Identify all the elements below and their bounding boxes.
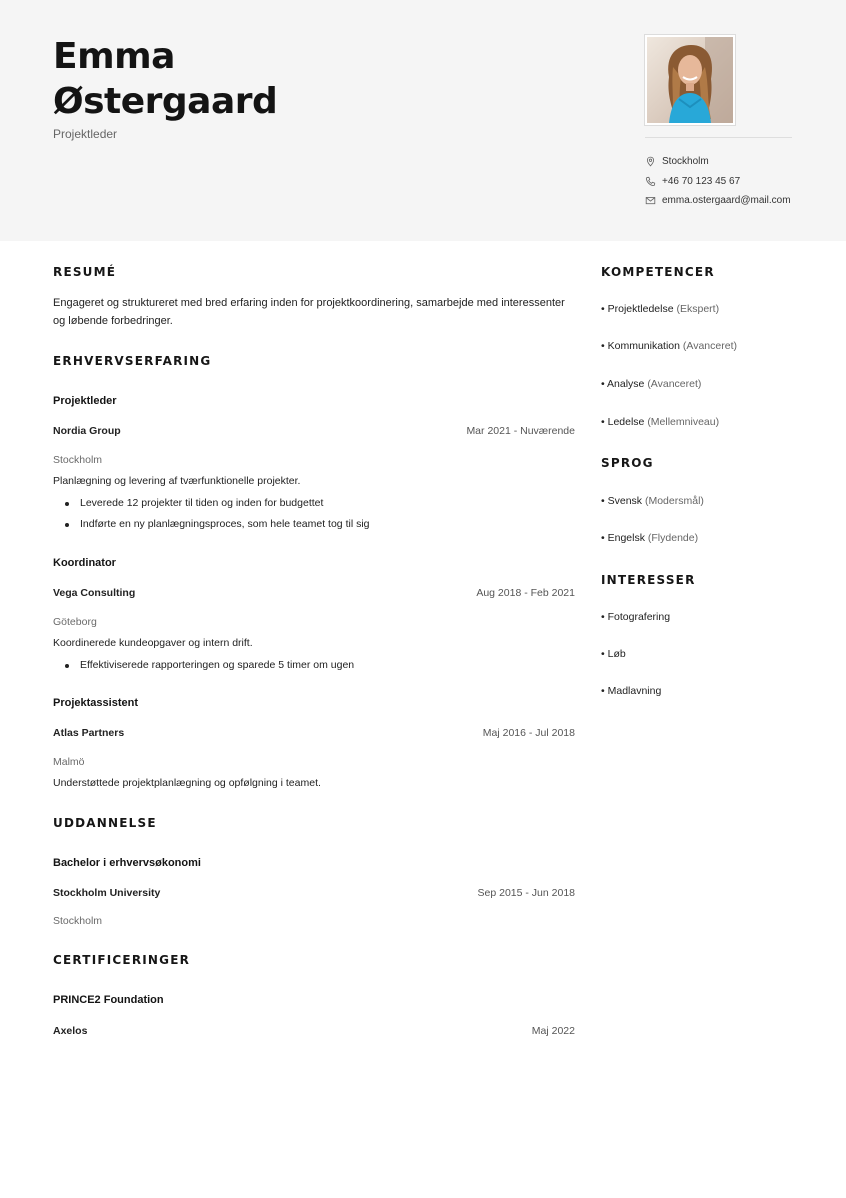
job-title: Projektleder xyxy=(53,395,117,407)
summary-text: Engageret og struktureret med bred erfaring inden for projektkoordinering, samarbejde med interessenter og løbende forbedringer. xyxy=(53,297,565,327)
contact-email xyxy=(645,191,791,211)
interest-name: Løb xyxy=(607,648,626,660)
skill-level: (Avanceret) xyxy=(647,378,702,390)
language-level: (Flydende) xyxy=(647,532,699,544)
mail-icon xyxy=(645,195,656,206)
location-pin-icon xyxy=(645,156,656,167)
first-name: Emma xyxy=(53,36,175,77)
bullet: • xyxy=(601,532,605,544)
languages-heading: SPROG xyxy=(601,456,654,470)
phone-icon xyxy=(645,176,656,187)
job-company: Nordia Group xyxy=(53,425,121,437)
contact-phone xyxy=(645,172,791,192)
summary-heading: RESUMÉ xyxy=(53,265,117,279)
certification-date: Maj 2022 xyxy=(531,1025,575,1037)
bullet: • xyxy=(601,495,605,507)
profile-photo-image xyxy=(647,37,733,123)
job-description: Understøttede projektplanlægning og opfølgning i teamet. xyxy=(53,777,321,789)
experience-heading: ERHVERVSERFARING xyxy=(53,354,212,368)
job-company: Atlas Partners xyxy=(53,727,125,739)
certifications-heading: CERTIFICERINGER xyxy=(53,953,191,967)
job-bullets xyxy=(53,655,354,676)
job-location: Malmö xyxy=(53,756,85,768)
language-item xyxy=(601,495,704,507)
bullet: • xyxy=(601,648,605,660)
contact-location xyxy=(645,152,791,172)
language-name: Engelsk xyxy=(607,532,645,544)
list-item: Indførte en ny planlægningsproces, som hele teamet tog til sig xyxy=(80,514,370,535)
language-name: Svensk xyxy=(607,495,643,507)
certification-issuer: Axelos xyxy=(53,1025,88,1037)
interests-heading: INTERESSER xyxy=(601,573,696,587)
skill-item xyxy=(601,340,737,352)
bullet: • xyxy=(601,303,605,315)
skills-heading: KOMPETENCER xyxy=(601,265,715,279)
skill-name: Kommunikation xyxy=(607,340,680,352)
bullet: • xyxy=(601,416,605,428)
job-description: Koordinerede kundeopgaver og intern drift. xyxy=(53,637,253,649)
education-school: Stockholm University xyxy=(53,887,161,899)
contact-phone-text[interactable]: +46 70 123 45 67 xyxy=(662,175,741,187)
language-item xyxy=(601,532,698,544)
language-level: (Modersmål) xyxy=(644,495,704,507)
interest-item xyxy=(601,648,626,660)
job-dates: Mar 2021 - Nuværende xyxy=(466,425,575,437)
interest-item xyxy=(601,611,670,623)
job-company: Vega Consulting xyxy=(53,587,136,599)
interest-name: Madlavning xyxy=(607,685,662,697)
job-location: Göteborg xyxy=(53,616,97,628)
skill-level: (Ekspert) xyxy=(676,303,720,315)
last-name: Østergaard xyxy=(53,81,278,122)
education-heading: UDDANNELSE xyxy=(53,816,157,830)
contact-info xyxy=(645,152,791,211)
education-location: Stockholm xyxy=(53,915,103,927)
skill-level: (Mellemniveau) xyxy=(647,416,720,428)
bullet: • xyxy=(601,340,605,352)
education-dates: Sep 2015 - Jun 2018 xyxy=(477,887,575,899)
list-item: Effektiviserede rapporteringen og sparede 5 timer om ugen xyxy=(80,655,354,676)
photo-divider xyxy=(645,137,792,138)
skill-item xyxy=(601,416,719,428)
interest-name: Fotografering xyxy=(607,611,671,623)
job-bullets xyxy=(53,493,370,535)
bullet: • xyxy=(601,378,605,390)
skill-name: Projektledelse xyxy=(607,303,674,315)
job-role: Projektleder xyxy=(53,127,118,141)
job-title: Koordinator xyxy=(53,557,116,569)
certification-name: PRINCE2 Foundation xyxy=(53,994,164,1006)
full-name xyxy=(53,34,277,124)
job-title: Projektassistent xyxy=(53,697,138,709)
contact-email-text[interactable]: emma.ostergaard@mail.com xyxy=(662,195,791,207)
skill-item xyxy=(601,303,719,315)
job-location: Stockholm xyxy=(53,454,103,466)
job-description: Planlægning og levering af tværfunktionelle projekter. xyxy=(53,475,301,487)
job-dates: Maj 2016 - Jul 2018 xyxy=(482,727,575,739)
skill-name: Ledelse xyxy=(607,416,645,428)
job-dates: Aug 2018 - Feb 2021 xyxy=(476,587,575,599)
profile-photo xyxy=(645,35,735,125)
skill-level: (Avanceret) xyxy=(682,340,737,352)
education-degree: Bachelor i erhvervsøkonomi xyxy=(53,857,201,869)
bullet: • xyxy=(601,611,605,623)
resume-header xyxy=(0,0,846,241)
interest-item xyxy=(601,685,661,697)
bullet: • xyxy=(601,685,605,697)
skill-item xyxy=(601,378,701,390)
skill-name: Analyse xyxy=(607,378,645,390)
list-item: Leverede 12 projekter til tiden og inden for budgettet xyxy=(80,493,370,514)
contact-location-text: Stockholm xyxy=(662,156,709,168)
